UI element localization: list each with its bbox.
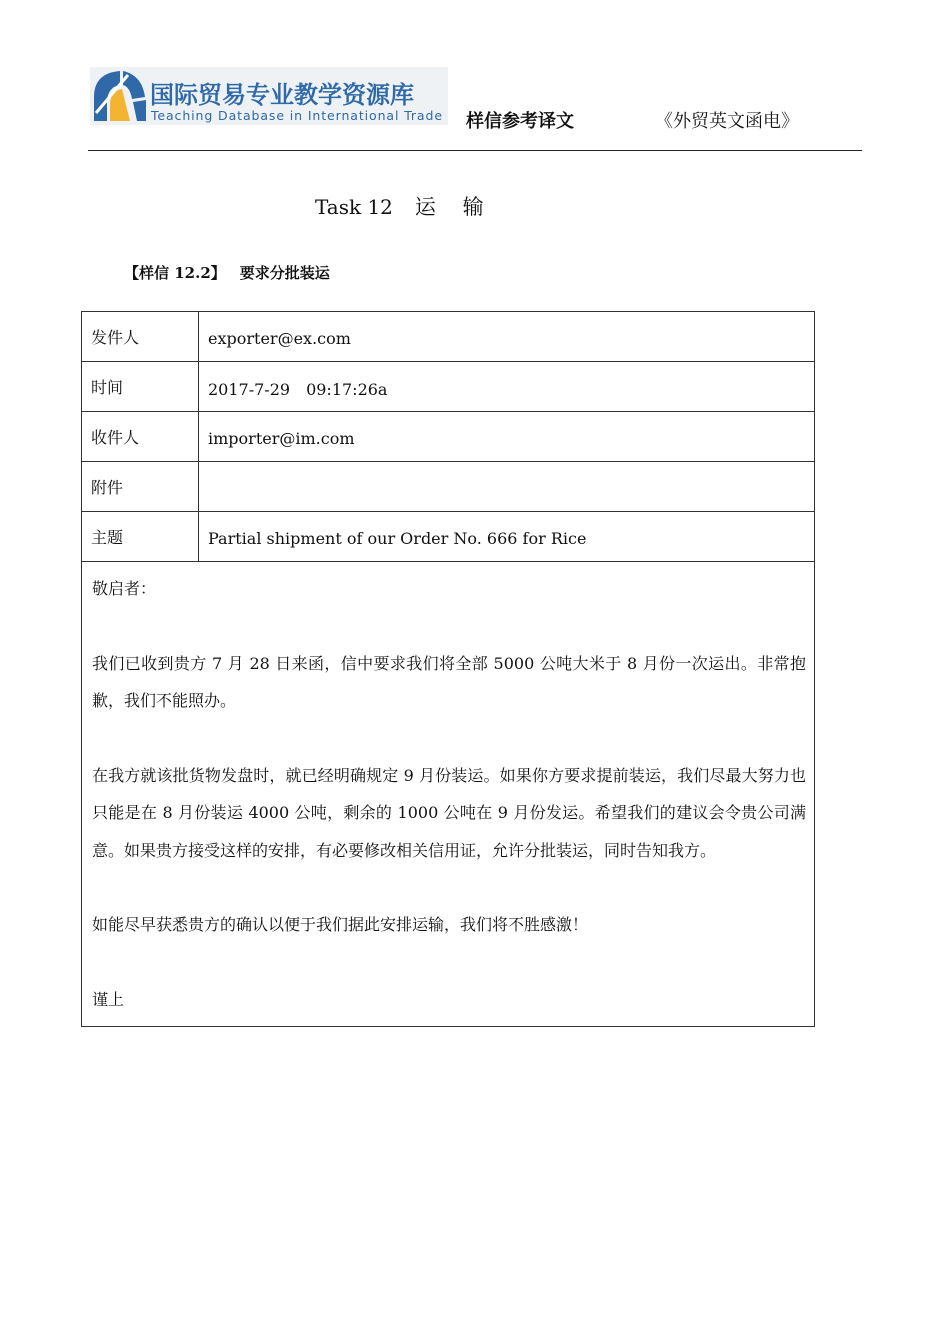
body-paragraph-2: 在我方就该批货物发盘时，就已经明确规定 9 月份装运。如果你方要求提前装运，我们尽最大努力也只能是在 8 月份装运 4000 公吨，剩余的 1000 公吨在 9 月份发运。希望我们的建议会令贵公司满意。如果贵方接受这样的安排，有必要修改相关信用证，允许分批装运，同时告知我方。 bbox=[92, 765, 806, 860]
paragraph-gap bbox=[92, 720, 806, 757]
email-body bbox=[82, 562, 815, 1027]
email-table bbox=[81, 311, 815, 1027]
email-row-sender bbox=[82, 312, 815, 362]
sender-value: exporter@ex.com bbox=[199, 312, 815, 362]
logo bbox=[90, 67, 448, 125]
closing: 谨上 bbox=[92, 989, 125, 1009]
logo-chinese-text: 国际贸易专业教学资源库 bbox=[150, 81, 414, 109]
email-row-subject bbox=[82, 512, 815, 562]
email-row-recipient bbox=[82, 412, 815, 462]
subject-label: 主题 bbox=[82, 512, 199, 562]
page-title bbox=[315, 191, 494, 221]
email-row-time bbox=[82, 362, 815, 412]
letter-tag: 【样信 12.2】 bbox=[124, 264, 226, 282]
attachment-value bbox=[199, 462, 815, 512]
salutation: 敬启者： bbox=[92, 579, 157, 598]
time-value: 2017-7-29 09:17:26a bbox=[199, 362, 815, 412]
header-course-title: 《外贸英文函电》 bbox=[655, 111, 799, 132]
paragraph-gap bbox=[92, 608, 806, 645]
body-paragraph-3: 如能尽早获悉贵方的确认以便于我们据此安排运输，我们将不胜感激！ bbox=[92, 915, 589, 934]
recipient-label: 收件人 bbox=[82, 412, 199, 462]
letter-subject: 要求分批装运 bbox=[239, 264, 330, 282]
paragraph-gap bbox=[92, 944, 806, 981]
recipient-value: importer@im.com bbox=[199, 412, 815, 462]
body-paragraph-1: 我们已收到贵方 7 月 28 日来函，信中要求我们将全部 5000 公吨大米于 8 月份一次运出。非常抱歉，我们不能照办。 bbox=[92, 653, 806, 710]
paragraph-gap bbox=[92, 869, 806, 906]
sender-label: 发件人 bbox=[82, 312, 199, 362]
attachment-label: 附件 bbox=[82, 462, 199, 512]
email-row-attachment bbox=[82, 462, 815, 512]
task-title: 运 输 bbox=[414, 195, 494, 219]
header-center-title: 样信参考译文 bbox=[466, 111, 574, 132]
logo-emblem-icon bbox=[90, 67, 148, 125]
logo-english-text: Teaching Database in International Trade bbox=[151, 108, 443, 123]
time-label: 时间 bbox=[82, 362, 199, 412]
header-divider bbox=[88, 150, 862, 151]
task-label: Task 12 bbox=[315, 195, 393, 219]
subject-value: Partial shipment of our Order No. 666 for Rice bbox=[199, 512, 815, 562]
letter-heading bbox=[124, 262, 330, 283]
email-row-body bbox=[82, 562, 815, 1027]
